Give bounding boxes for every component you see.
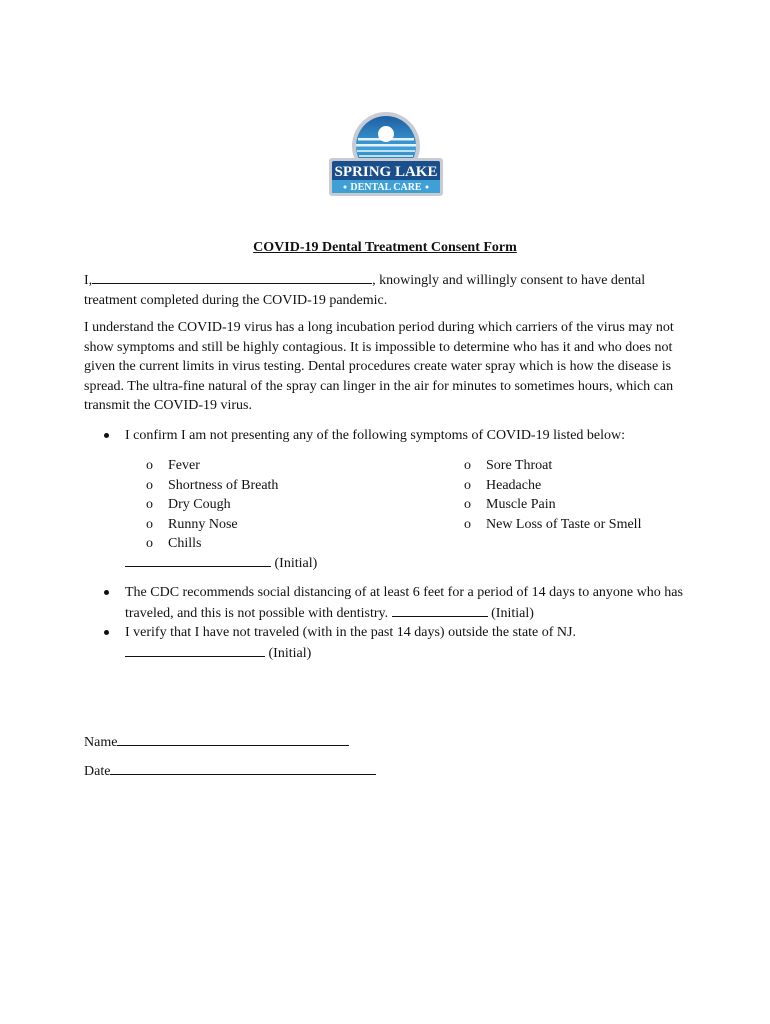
spring-lake-dental-care-logo (325, 108, 447, 204)
date-line (84, 761, 376, 782)
paragraph-line: I understand the COVID-19 virus has a long incubation period during which carriers of the virus may not (84, 320, 674, 335)
date-label: Date (84, 764, 111, 779)
travel-initial-blank[interactable] (125, 643, 265, 657)
name-label: Name (84, 735, 118, 750)
circle-bullet-icon: o (146, 458, 153, 473)
symptoms-bullet-text: I confirm I am not presenting any of the following symptoms of COVID-19 listed below: (125, 428, 626, 443)
paragraph-line: spread. The ultra-fine natural of the spray can linger in the air for minutes to sometimes hours, which can (84, 378, 674, 394)
incubation-paragraph (84, 318, 694, 416)
symptoms-list-left (146, 456, 278, 554)
initial-label: (Initial) (274, 556, 318, 571)
list-item: o Chills (146, 534, 278, 554)
logo-text-dental-care: DENTAL CARE (350, 182, 422, 193)
symptoms-initial-blank[interactable] (125, 553, 271, 567)
list-item: o Shortness of Breath (146, 476, 278, 496)
date-field[interactable] (110, 761, 376, 775)
name-line (84, 732, 349, 753)
travel-bullet-text: I verify that I have not traveled (with in the past 14 days) outside the state of NJ. (Initial) (125, 625, 576, 661)
circle-bullet-icon: o (464, 458, 471, 473)
logo-text-spring-lake: SPRING LAKE (334, 164, 438, 180)
list-item: o New Loss of Taste or Smell (464, 515, 641, 535)
cdc-initial-blank[interactable] (392, 603, 488, 617)
patient-name-blank[interactable] (92, 270, 372, 284)
paragraph-line: transmit the COVID-19 virus. (84, 398, 252, 413)
symptoms-initial-line (125, 553, 317, 574)
list-item: o Runny Nose (146, 515, 278, 535)
consent-statement (84, 270, 694, 310)
consent-prefix: I, (84, 273, 93, 288)
form-title: COVID-19 Dental Treatment Consent Form (253, 240, 517, 255)
circle-bullet-icon: o (146, 516, 153, 532)
circle-bullet-icon: o (464, 497, 471, 512)
circle-bullet-icon: o (146, 477, 153, 493)
symptoms-list-right (464, 456, 641, 534)
list-item: o Sore Throat (464, 456, 641, 476)
cdc-bullet-text: The CDC recommends social distancing of at least 6 feet for a period of 14 days to anyone who has traveled, and this is not possible with dentistry. (Initial) (125, 585, 683, 621)
list-item: o Headache (464, 476, 641, 496)
list-item: o Fever (146, 456, 278, 476)
circle-bullet-icon: o (146, 497, 153, 512)
consent-suffix: , knowingly and willingly consent to have dental (372, 273, 646, 288)
symptoms-bullet (104, 426, 704, 446)
name-field[interactable] (117, 732, 349, 746)
initial-label: (Initial) (268, 645, 312, 661)
circle-bullet-icon: o (146, 536, 153, 551)
consent-line-2: treatment completed during the COVID-19 pandemic. (84, 292, 388, 308)
circle-bullet-icon: o (464, 477, 471, 493)
cdc-bullet (104, 583, 704, 623)
initial-label: (Initial) (491, 605, 534, 621)
circle-bullet-icon: o (464, 516, 471, 532)
paragraph-line: given the current limits in virus testing. Dental procedures create water spray which is how the disease is (84, 359, 672, 374)
travel-bullet (104, 623, 704, 663)
list-item: o Dry Cough (146, 495, 278, 515)
paragraph-line: show symptoms and still be highly contagious. It is impossible to determine who has it and who does not (84, 339, 673, 355)
list-item: o Muscle Pain (464, 495, 641, 515)
